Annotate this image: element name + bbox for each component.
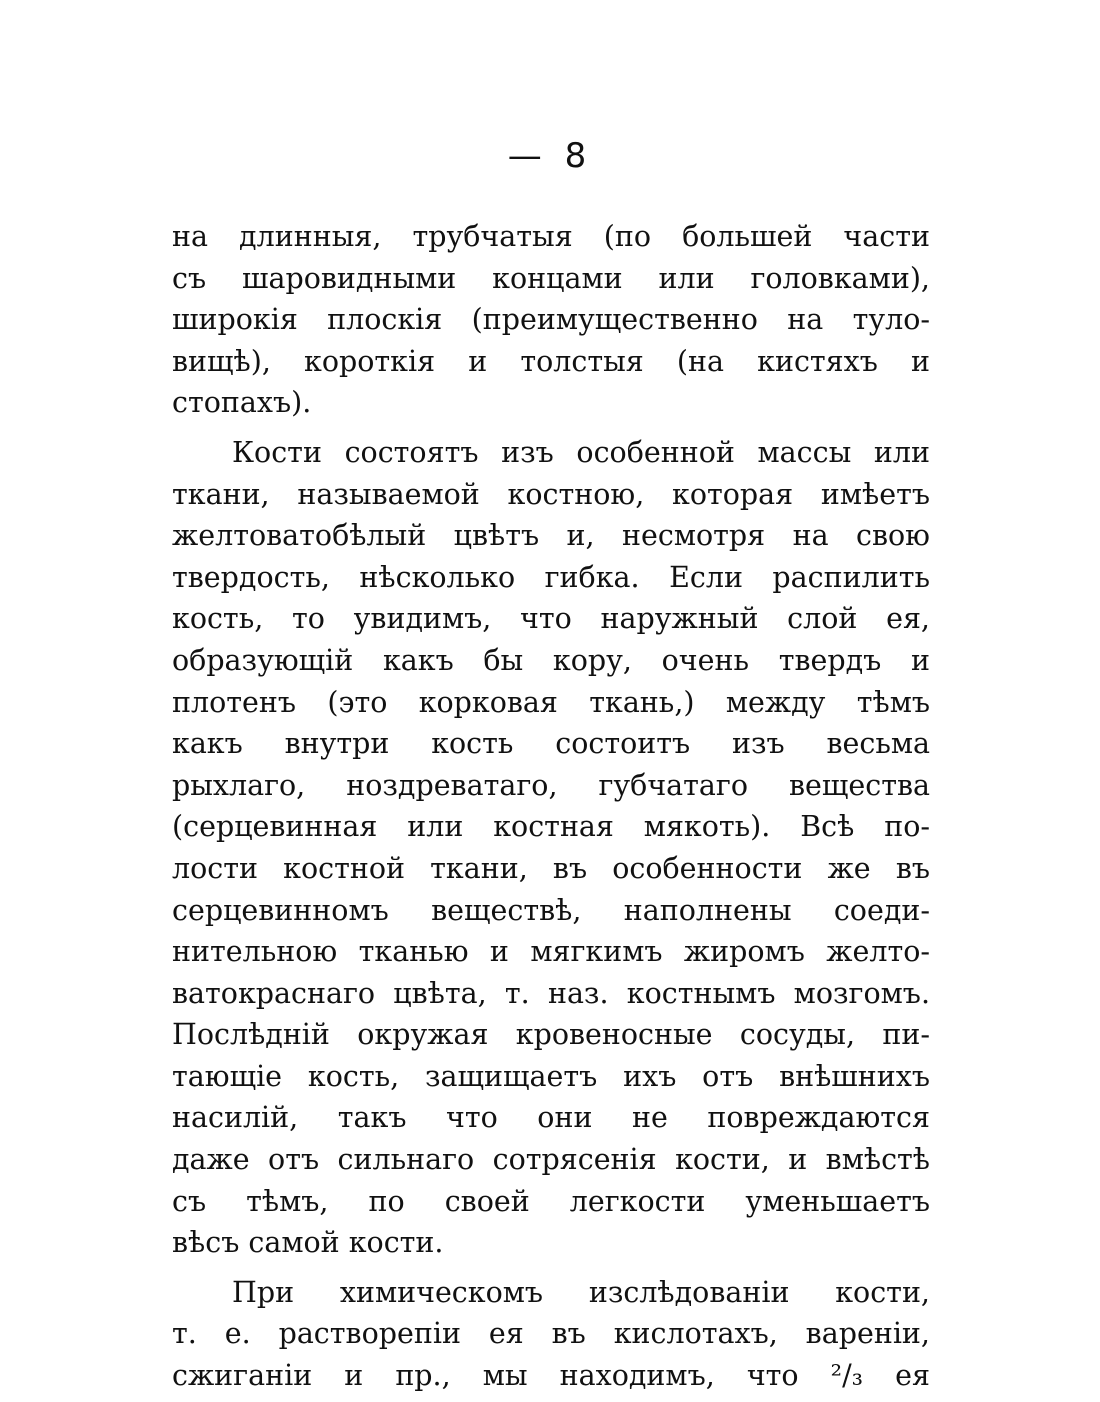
text-line: на длинныя, трубчатыя (по большей части bbox=[172, 220, 930, 253]
paragraph-2 bbox=[172, 432, 930, 1264]
paragraph-3 bbox=[172, 1272, 930, 1397]
text-line: вищѣ), короткія и толстыя (на кистяхъ и bbox=[172, 344, 930, 378]
text-line: широкія плоскія (преимущественно на туло- bbox=[172, 303, 930, 337]
text-line: твердость, нѣсколько гибка. Если распилить bbox=[172, 560, 930, 594]
text-line: серцевинномъ веществѣ, наполнены соеди- bbox=[172, 893, 930, 927]
text-line: съ тѣмъ, по своей легкости уменьшаетъ bbox=[172, 1184, 930, 1218]
text-line: ватокраснаго цвѣта, т. наз. костнымъ мозгомъ. bbox=[172, 976, 930, 1010]
text-line: (серцевинная или костная мякоть). Всѣ по- bbox=[172, 810, 930, 844]
text-line: При химическомъ изслѣдованіи кости, bbox=[232, 1275, 930, 1309]
text-line: сжиганіи и пр., мы находимъ, что ²/₃ ея bbox=[172, 1359, 930, 1393]
text-line: лости костной ткани, въ особенности же въ bbox=[172, 851, 930, 885]
page-number: — 8 bbox=[507, 136, 593, 176]
paragraph-1 bbox=[172, 216, 930, 424]
text-line: ткани, называемой костною, которая имѣетъ bbox=[172, 477, 930, 511]
text-line: Послѣдній окружая кровеносные сосуды, пи- bbox=[172, 1018, 930, 1052]
text-line: желтоватобѣлый цвѣтъ и, несмотря на свою bbox=[172, 519, 930, 553]
text-line: даже отъ сильнаго сотрясенія кости, и вмѣстѣ bbox=[172, 1143, 930, 1177]
text-line: насилій, такъ что они не повреждаются bbox=[172, 1101, 930, 1135]
text-line: стопахъ). bbox=[172, 386, 312, 420]
text-line: т. е. растворепіи ея въ кислотахъ, вареніи, bbox=[172, 1317, 930, 1351]
text-line: образующій какъ бы кору, очень твердъ и bbox=[172, 643, 930, 677]
text-line: какъ внутри кость состоитъ изъ весьма bbox=[172, 727, 930, 761]
body-text bbox=[172, 216, 930, 1397]
text-line: рыхлаго, ноздреватаго, губчатаго вещества bbox=[172, 768, 930, 802]
text-line: кость, то увидимъ, что наружный слой ея, bbox=[172, 602, 930, 636]
text-line: плотенъ (это корковая ткань,) между тѣмъ bbox=[172, 685, 930, 719]
text-line: вѣсъ самой кости. bbox=[172, 1226, 444, 1260]
text-line: Кости состоятъ изъ особенной массы или bbox=[232, 435, 930, 469]
text-line: съ шаровидными концами или головками), bbox=[172, 261, 930, 295]
text-line: тающіе кость, защищаетъ ихъ отъ внѣшнихъ bbox=[172, 1059, 930, 1093]
text-line: нительною тканью и мягкимъ жиромъ желто- bbox=[172, 935, 930, 969]
